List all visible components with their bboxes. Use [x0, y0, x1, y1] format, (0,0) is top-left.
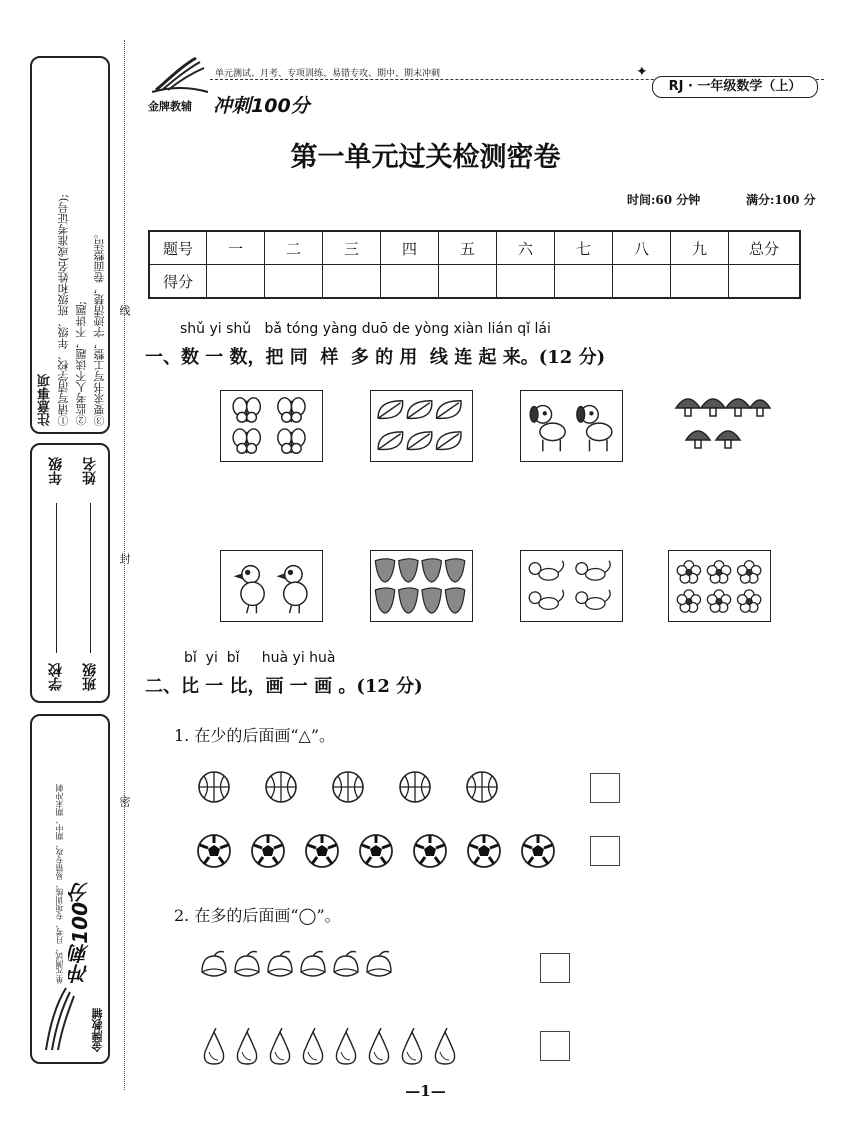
q1-heading: 一、数 一 数，把 同 样 多 的 用 线 连 起 来。(12 分) [145, 347, 606, 368]
time-limit: 时间:60 分钟 [627, 193, 701, 207]
student-info-box [30, 443, 110, 703]
table-cell: 七 [555, 231, 613, 265]
card-leaves[interactable] [370, 390, 473, 462]
q1-pinyin: shǔ yi shǔ bǎ tóng yàng duō de yòng xiàn lián qǐ lái [180, 321, 551, 337]
sparkle-icon: ✦ [636, 64, 648, 80]
notice-item-3: ③要求书写工整，字迹清楚，卷面整洁。 [93, 228, 106, 426]
cut-mark-seal: 封 [118, 553, 131, 564]
card-mushrooms[interactable] [668, 386, 771, 458]
table-cell: 八 [613, 231, 671, 265]
peach-icon [196, 948, 406, 988]
field-grade-label: 年级 [48, 457, 64, 485]
q2-heading: 二、比 一 比，画 一 画 。(12 分) [145, 676, 423, 697]
book-logo-icon [36, 984, 86, 1054]
pear-icon [196, 1028, 486, 1068]
score-table-score-row [149, 265, 800, 299]
sidebar-brand-box [30, 714, 110, 1064]
basketball-icon [196, 767, 536, 807]
chick-icon [221, 551, 322, 621]
score-table-header-row [149, 231, 800, 265]
mushroom-icon [668, 386, 771, 458]
table-cell: 题号 [149, 231, 207, 265]
leaf-icon [371, 391, 472, 461]
table-cell: 五 [439, 231, 497, 265]
table-cell: 六 [497, 231, 555, 265]
brand-name: 金牌教辅 [148, 100, 192, 113]
score-input-cell[interactable] [671, 265, 729, 299]
score-input-cell[interactable] [323, 265, 381, 299]
sidebar-title: 冲刺100分 [68, 882, 92, 984]
notice-item-2: ②监考人不读题，不讲题; [75, 301, 88, 426]
score-input-cell[interactable] [381, 265, 439, 299]
cut-line [124, 40, 125, 1090]
class-field-line[interactable] [90, 503, 91, 653]
card-strawberries[interactable] [370, 550, 473, 622]
pear-row [196, 1028, 486, 1068]
sidebar-tagline: 单元测试、月考、专项训练、易错专攻、期中、期末冲刺 [55, 784, 64, 984]
butterfly-icon [221, 391, 322, 461]
soccer-ball-icon [196, 831, 566, 871]
score-input-cell[interactable] [207, 265, 265, 299]
page-title: 第一单元过关检测密卷 [290, 142, 561, 173]
series-tagline: 单元测试、月考、专项训练、易错专攻、期中、期末冲刺 [215, 69, 441, 79]
table-cell: 四 [381, 231, 439, 265]
answer-box-peach[interactable] [540, 953, 570, 983]
school-field-line[interactable] [56, 503, 57, 653]
grade-label: RJ · 一年级数学（上） [652, 76, 818, 98]
q2-part2: 2. 在多的后面画“◯”。 [174, 906, 341, 925]
notice-item-1: ①请写清学校、年级、班级和姓名(或准考证号); [57, 193, 70, 426]
table-cell: 九 [671, 231, 729, 265]
sidebar-brand: 金牌教辅 [91, 1008, 104, 1052]
soccer-row [196, 831, 566, 871]
table-cell: 三 [323, 231, 381, 265]
answer-box-soccer[interactable] [590, 836, 620, 866]
full-score: 满分:100 分 [746, 193, 816, 207]
flower-icon [669, 551, 770, 621]
score-table [148, 230, 801, 299]
brand-title: 冲刺100分 [213, 95, 310, 117]
score-input-cell[interactable] [729, 265, 801, 299]
field-name-label: 姓名 [82, 457, 98, 485]
cat-icon [521, 551, 622, 621]
field-school-label: 学校 [48, 663, 64, 691]
card-chicks[interactable] [220, 550, 323, 622]
score-input-cell[interactable] [555, 265, 613, 299]
table-cell: 总分 [729, 231, 801, 265]
dog-icon [521, 391, 622, 461]
table-cell: 二 [265, 231, 323, 265]
score-input-cell[interactable] [613, 265, 671, 299]
peach-row [196, 948, 406, 988]
answer-box-pear[interactable] [540, 1031, 570, 1061]
cut-mark-secret: 密 [118, 796, 131, 807]
q2-pinyin: bǐ yi bǐ huà yi huà [184, 650, 336, 666]
score-input-cell[interactable] [439, 265, 497, 299]
answer-box-basketball[interactable] [590, 773, 620, 803]
field-class-label: 班级 [82, 663, 98, 691]
score-input-cell[interactable] [265, 265, 323, 299]
card-dogs[interactable] [520, 390, 623, 462]
card-cats[interactable] [520, 550, 623, 622]
table-cell: 得分 [149, 265, 207, 299]
book-logo-icon [150, 56, 210, 94]
score-input-cell[interactable] [497, 265, 555, 299]
basketball-row [196, 767, 536, 807]
table-cell: 一 [207, 231, 265, 265]
cut-mark-line: 线 [118, 305, 131, 316]
page-number: —1— [405, 1082, 446, 1100]
card-butterflies[interactable] [220, 390, 323, 462]
notice-box [30, 56, 110, 434]
q2-part1: 1. 在少的后面画“△”。 [174, 726, 336, 745]
card-flowers[interactable] [668, 550, 771, 622]
strawberry-icon [371, 551, 472, 621]
notice-heading: 注意事项 [38, 374, 53, 426]
